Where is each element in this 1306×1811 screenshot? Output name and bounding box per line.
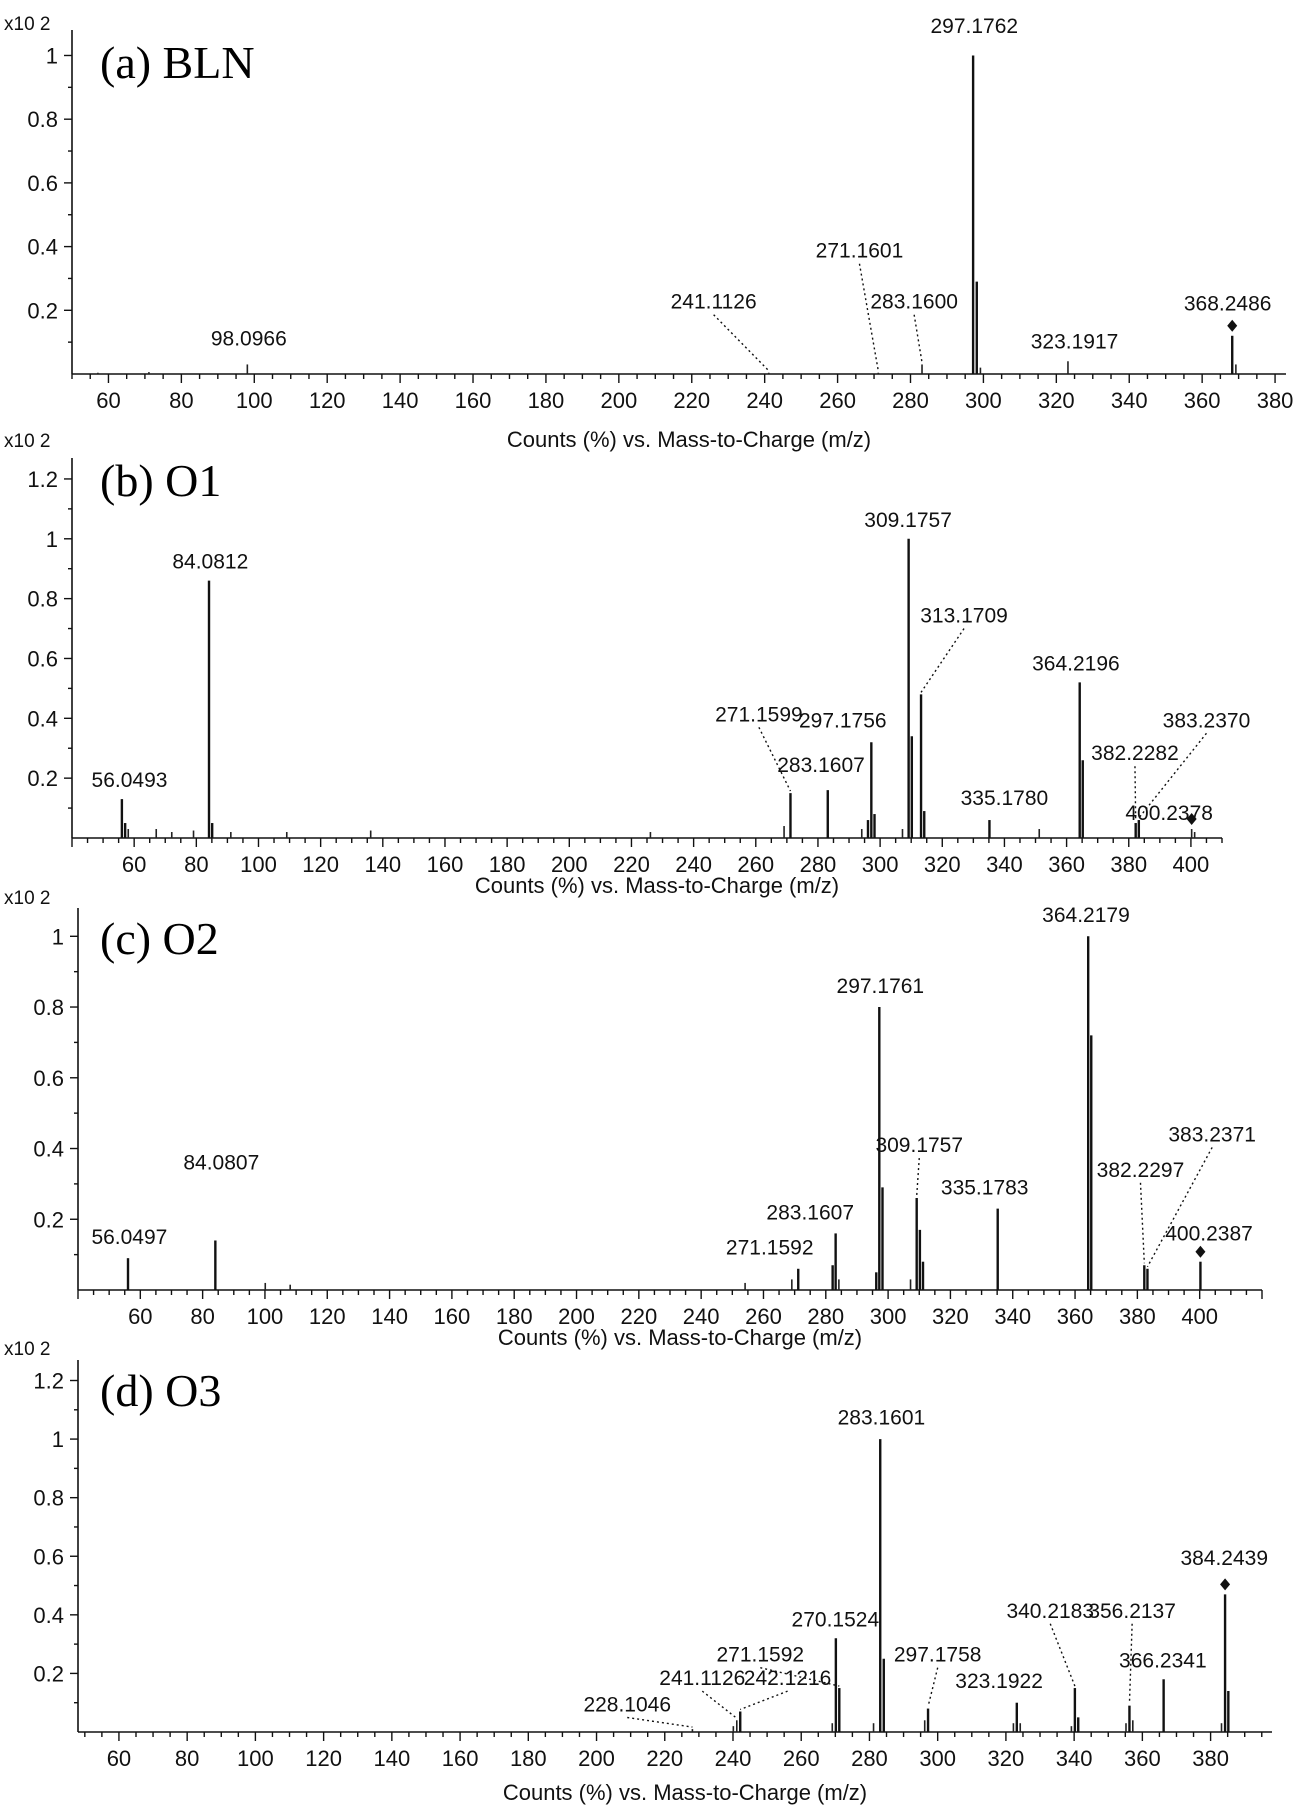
x-tick-label: 240: [675, 852, 712, 877]
peak-label: 340.2183: [1006, 1599, 1095, 1623]
x-tick-label: 180: [495, 1304, 533, 1329]
peak-label: 271.1601: [815, 239, 904, 263]
peak-label: 323.1917: [1030, 330, 1119, 354]
x-axis-label: Counts (%) vs. Mass-to-Charge (m/z): [497, 1325, 863, 1350]
x-tick-label: 80: [184, 852, 209, 877]
peak-label: 283.1607: [766, 1201, 855, 1225]
x-tick-label: 140: [371, 1304, 408, 1329]
y-tick-label: 1.2: [33, 1368, 64, 1394]
peak-label: 400.2378: [1125, 802, 1213, 826]
peak-label: 400.2387: [1165, 1222, 1253, 1246]
x-tick-label: 60: [96, 388, 121, 413]
y-tick-label: 0.4: [33, 1136, 64, 1162]
spectrum-panel: [4, 888, 1262, 1350]
peak-label: 383.2371: [1168, 1123, 1256, 1147]
peak-label: 56.0497: [91, 1226, 168, 1250]
y-tick-label: 0.6: [27, 646, 58, 672]
x-tick-label: 60: [121, 852, 147, 877]
x-tick-label: 400: [1172, 852, 1210, 877]
x-tick-label: 100: [235, 388, 273, 413]
x-tick-label: 80: [190, 1304, 215, 1329]
spectrum-panel: [4, 14, 1293, 452]
y-tick-label: 0.8: [33, 1485, 64, 1511]
y-tick-label: 0.4: [27, 706, 58, 732]
x-tick-label: 380: [1119, 1304, 1156, 1329]
peak-label-leader: [627, 1717, 692, 1727]
x-axis-label: Counts (%) vs. Mass-to-Charge (m/z): [506, 427, 872, 452]
x-tick-label: 320: [1037, 388, 1075, 413]
peak-label: 271.1592: [725, 1236, 814, 1260]
y-tick-label: 0.4: [27, 234, 58, 260]
y-tick-label: 1: [45, 43, 58, 69]
panel-title: (d) O3: [100, 1365, 222, 1416]
x-tick-label: 220: [613, 852, 650, 877]
peak-label: 364.2179: [1042, 904, 1130, 928]
x-tick-label: 160: [433, 1304, 471, 1329]
precursor-marker-icon: [1220, 1578, 1230, 1590]
x-tick-label: 260: [782, 1746, 820, 1771]
y-tick-label: 0.2: [33, 1207, 64, 1233]
x-tick-label: 220: [620, 1304, 658, 1329]
peak-label: 98.0966: [210, 327, 287, 351]
peak-label: 283.1600: [870, 290, 958, 314]
x-tick-label: 80: [174, 1746, 200, 1771]
y-tick-label: 0.2: [27, 298, 58, 324]
x-axis-label: Counts (%) vs. Mass-to-Charge (m/z): [474, 873, 840, 898]
x-tick-label: 360: [1124, 1746, 1161, 1771]
x-tick-label: 240: [682, 1304, 720, 1329]
peak-label-leader: [714, 315, 769, 371]
peak-label: 382.2282: [1091, 742, 1179, 766]
peak-label-leader: [702, 1691, 736, 1718]
peak-label: 309.1757: [875, 1134, 964, 1158]
peak-label: 323.1922: [955, 1670, 1043, 1694]
x-tick-label: 340: [1055, 1746, 1093, 1771]
x-tick-label: 260: [819, 388, 856, 413]
panel-title: (a) BLN: [100, 37, 255, 88]
peak-label: 228.1046: [583, 1693, 672, 1717]
x-tick-label: 300: [869, 1304, 907, 1329]
y-tick-label: 0.2: [33, 1661, 64, 1687]
y-tick-label: 0.8: [27, 586, 58, 612]
x-tick-label: 300: [919, 1746, 957, 1771]
peak-label-leader: [917, 1158, 920, 1196]
y-exponent-label: x10 2: [4, 431, 51, 452]
y-tick-label: 0.8: [27, 107, 58, 133]
peak-label-leader: [914, 315, 922, 363]
x-tick-label: 300: [965, 388, 1002, 413]
peak-label: 270.1524: [791, 1608, 880, 1632]
x-tick-label: 340: [994, 1304, 1032, 1329]
x-tick-label: 180: [527, 388, 565, 413]
y-tick-label: 0.4: [33, 1602, 64, 1628]
peak-label: 309.1757: [864, 508, 952, 532]
y-tick-label: 0.6: [27, 170, 58, 196]
x-tick-label: 340: [986, 852, 1023, 877]
x-tick-label: 280: [807, 1304, 845, 1329]
x-tick-label: 160: [441, 1746, 479, 1771]
x-tick-label: 200: [578, 1746, 615, 1771]
x-tick-label: 180: [488, 852, 526, 877]
x-tick-label: 220: [646, 1746, 684, 1771]
x-tick-label: 320: [923, 852, 961, 877]
y-tick-label: 0.2: [27, 766, 58, 792]
y-tick-label: 1.2: [27, 466, 58, 492]
x-tick-label: 260: [737, 852, 775, 877]
peak-label: 382.2297: [1096, 1158, 1185, 1182]
peak-label: 56.0493: [91, 769, 168, 793]
x-tick-label: 160: [426, 852, 464, 877]
peak-label: 241.1126: [659, 1667, 746, 1691]
spectrum-panel: [4, 1339, 1272, 1805]
peak-label-leader: [921, 629, 964, 693]
peak-label: 368.2486: [1183, 292, 1272, 316]
y-tick-label: 0.6: [33, 1065, 64, 1091]
x-tick-label: 240: [714, 1746, 752, 1771]
y-tick-label: 1: [51, 924, 64, 950]
x-axis-label: Counts (%) vs. Mass-to-Charge (m/z): [502, 1780, 868, 1805]
peak-label: 384.2439: [1180, 1547, 1269, 1571]
peak-label-leader: [928, 1668, 938, 1707]
y-exponent-label: x10 2: [4, 1339, 51, 1360]
x-tick-label: 120: [308, 1304, 346, 1329]
y-exponent-label: x10 2: [4, 14, 51, 35]
x-tick-label: 280: [851, 1746, 888, 1771]
x-tick-label: 260: [745, 1304, 782, 1329]
x-tick-label: 60: [106, 1746, 132, 1771]
x-tick-label: 220: [673, 388, 711, 413]
x-tick-label: 60: [128, 1304, 153, 1329]
x-tick-label: 380: [1256, 388, 1294, 413]
peak-label-leader: [859, 264, 878, 371]
x-tick-label: 200: [558, 1304, 595, 1329]
x-tick-label: 140: [373, 1746, 411, 1771]
peak-label-leader: [1140, 1183, 1144, 1263]
peak-label: 297.1756: [799, 709, 887, 733]
peak-label-leader: [740, 1691, 787, 1709]
peak-label: 297.1761: [836, 974, 925, 998]
peak-label: 84.0812: [172, 550, 249, 574]
x-tick-label: 120: [302, 852, 340, 877]
x-tick-label: 100: [237, 1746, 274, 1771]
y-tick-label: 1: [45, 526, 58, 552]
x-tick-label: 280: [799, 852, 837, 877]
peak-label: 241.1126: [670, 290, 757, 314]
peak-label: 297.1762: [930, 15, 1019, 39]
x-tick-label: 360: [1048, 852, 1085, 877]
y-tick-label: 0.6: [33, 1544, 64, 1570]
peak-label: 84.0807: [183, 1151, 260, 1175]
x-tick-label: 160: [454, 388, 492, 413]
x-tick-label: 180: [509, 1746, 547, 1771]
peak-label: 356.2137: [1088, 1599, 1176, 1623]
x-tick-label: 120: [305, 1746, 342, 1771]
peak-label: 242.1216: [743, 1667, 832, 1691]
peak-label: 283.1601: [837, 1406, 926, 1430]
x-tick-label: 400: [1181, 1304, 1219, 1329]
x-tick-label: 280: [892, 388, 929, 413]
peak-label: 271.1592: [716, 1643, 805, 1667]
precursor-marker-icon: [1195, 1246, 1205, 1258]
peak-label: 335.1783: [940, 1176, 1029, 1200]
spectrum-panel: [4, 431, 1250, 898]
y-tick-label: 1: [51, 1427, 64, 1453]
x-tick-label: 360: [1056, 1304, 1094, 1329]
y-exponent-label: x10 2: [4, 888, 51, 909]
x-tick-label: 100: [240, 852, 277, 877]
peak-label-leader: [1050, 1624, 1075, 1686]
peak-label: 313.1709: [920, 604, 1008, 628]
x-tick-label: 120: [308, 388, 346, 413]
x-tick-label: 320: [932, 1304, 969, 1329]
peak-label: 383.2370: [1162, 709, 1251, 733]
peak-label: 297.1758: [893, 1643, 982, 1667]
x-tick-label: 360: [1183, 388, 1221, 413]
peak-label: 271.1599: [715, 703, 803, 727]
x-tick-label: 380: [1110, 852, 1148, 877]
peak-label: 364.2196: [1032, 652, 1120, 676]
y-tick-label: 0.8: [33, 995, 64, 1021]
x-tick-label: 340: [1110, 388, 1148, 413]
x-tick-label: 140: [381, 388, 419, 413]
panel-title: (b) O1: [100, 455, 222, 506]
x-tick-label: 100: [246, 1304, 284, 1329]
x-tick-label: 240: [746, 388, 784, 413]
peak-label: 366.2341: [1119, 1649, 1207, 1673]
peak-label: 335.1780: [960, 787, 1049, 811]
x-tick-label: 80: [169, 388, 194, 413]
precursor-marker-icon: [1227, 320, 1237, 332]
x-tick-label: 380: [1192, 1746, 1229, 1771]
peak-label: 283.1607: [777, 754, 865, 778]
x-tick-label: 300: [861, 852, 899, 877]
x-tick-label: 320: [987, 1746, 1025, 1771]
x-tick-label: 140: [364, 852, 402, 877]
x-tick-label: 200: [550, 852, 588, 877]
x-tick-label: 200: [600, 388, 638, 413]
panel-title: (c) O2: [100, 913, 219, 964]
